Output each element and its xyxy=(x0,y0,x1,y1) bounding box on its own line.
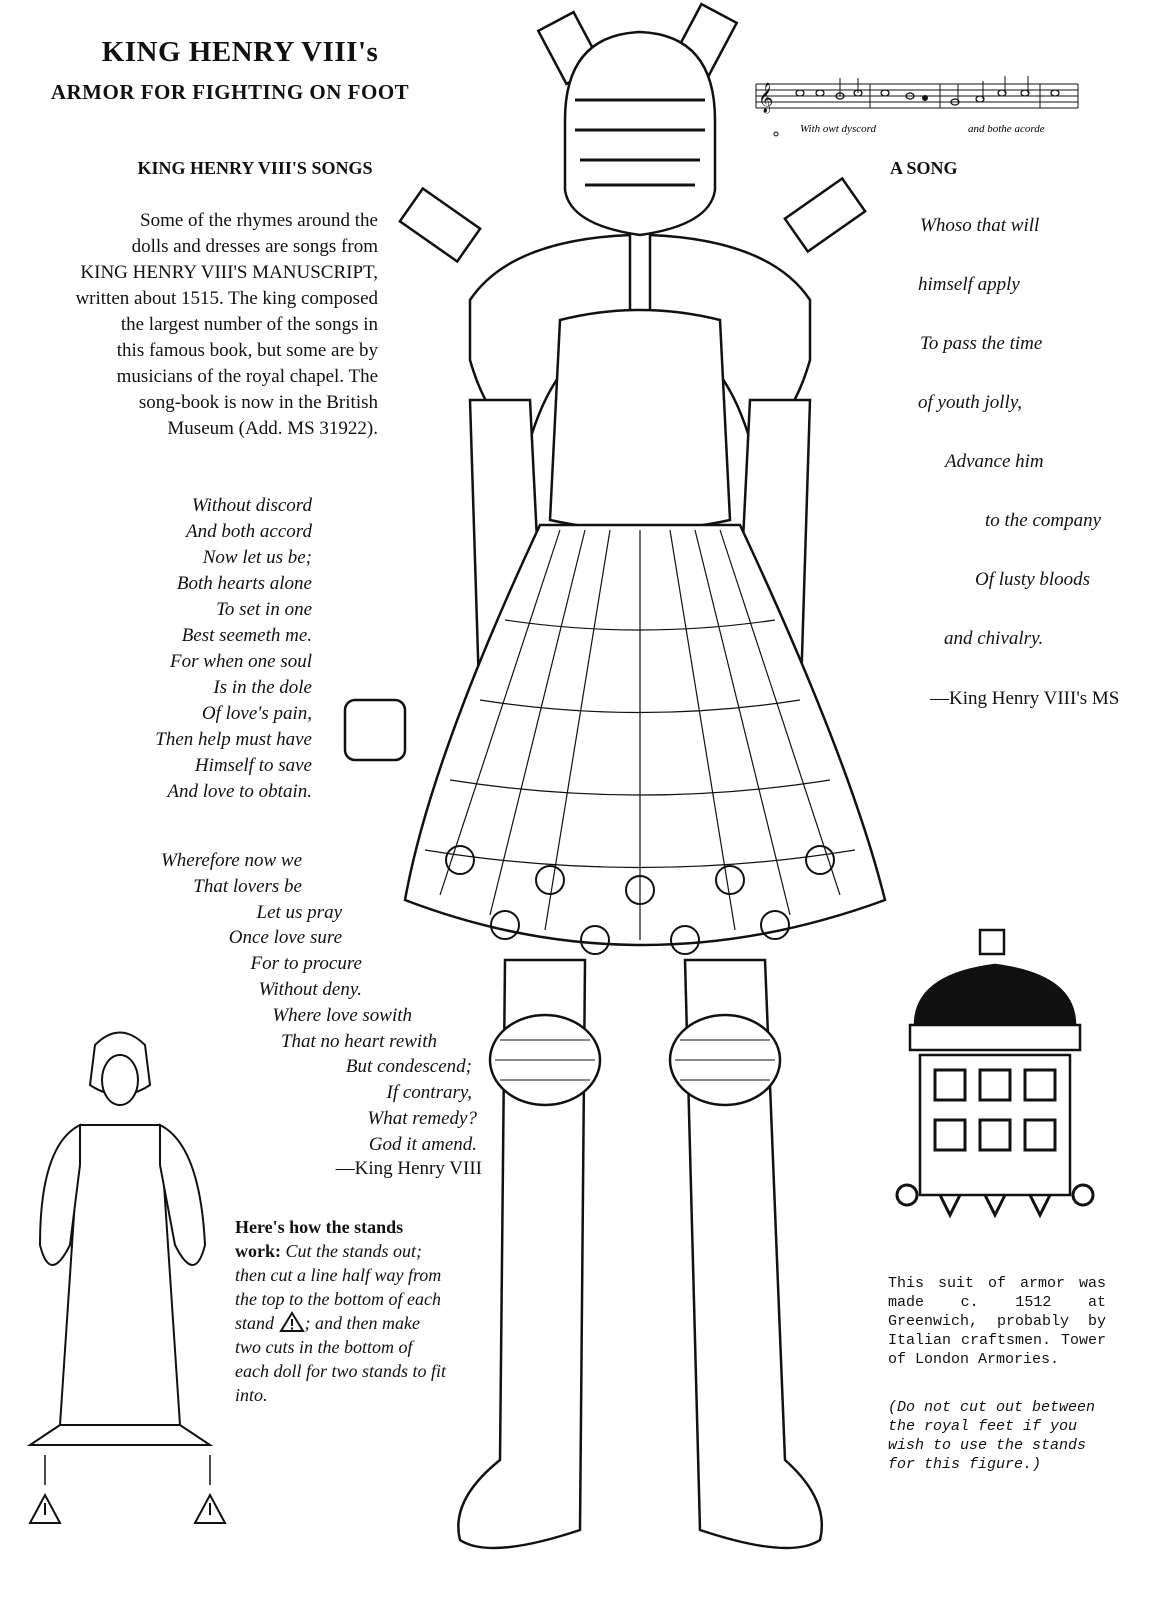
armor-note: This suit of armor was made c. 1512 at Greenwich, probably by Italian craftsmen. Tower of London Armories. xyxy=(888,1275,1106,1368)
song-line: of youth jolly, xyxy=(918,392,1022,413)
poem-line: Where love sowith xyxy=(272,1004,412,1026)
poem-line: For when one soul xyxy=(170,651,312,672)
poem-line: Once love sure xyxy=(228,927,342,949)
svg-text:𝄞: 𝄞 xyxy=(758,83,774,112)
stands-lead: Here's how the stands work: xyxy=(235,1217,404,1261)
poem-line: But condescend; xyxy=(345,1056,472,1078)
a-song-heading: A SONG xyxy=(890,158,958,178)
armor-figure-illustration xyxy=(330,0,950,1600)
stand-triangle-right xyxy=(195,1495,225,1523)
crown-portcullis-emblem xyxy=(885,925,1110,1225)
intro-line: dolls and dresses are songs from xyxy=(131,236,378,257)
stands-text: Cut the stands out; then cut a line half way from the top to the bottom of each stand xyxy=(235,1241,442,1333)
poem-line: Is in the dole xyxy=(213,677,312,698)
intro-line: the largest number of the songs in xyxy=(120,314,378,335)
intro-line: this famous book, but some are by xyxy=(116,340,378,361)
poem-line: Wherefore now we xyxy=(160,850,302,871)
poem-line: Best seemeth me. xyxy=(181,625,312,646)
song-line: To pass the time xyxy=(920,333,1043,354)
woman-doll-illustration xyxy=(10,1025,240,1555)
warning-triangle-icon xyxy=(279,1311,305,1333)
poem-line: If contrary, xyxy=(386,1082,472,1104)
intro-line: KING HENRY VIII'S MANUSCRIPT, xyxy=(80,262,378,283)
songs-heading: KING HENRY VIII'S SONGS xyxy=(137,158,373,178)
poem-without-discord xyxy=(100,493,312,805)
page-subtitle: ARMOR FOR FIGHTING ON FOOT xyxy=(50,80,410,104)
poem-line: Let us pray xyxy=(256,901,342,923)
song-line: and chivalry. xyxy=(944,628,1044,649)
song-line: Of lusty bloods xyxy=(975,569,1091,590)
intro-line: musicians of the royal chapel. The xyxy=(116,366,378,387)
poem-attribution: —King Henry VIII xyxy=(335,1158,482,1179)
stands-text-end: ; and then make two cuts in the bottom of each doll for two stands to fit into. xyxy=(235,1313,447,1405)
poem-line: Both hearts alone xyxy=(176,573,312,594)
poem-line: Without deny. xyxy=(258,978,362,1000)
song-line: to the company xyxy=(985,510,1102,531)
poem-line: That lovers be xyxy=(193,875,302,897)
poem-line: Without discord xyxy=(191,495,312,516)
intro-line: written about 1515. The king composed xyxy=(75,288,378,309)
poem-line: And both accord xyxy=(186,521,312,542)
poem-line: Now let us be; xyxy=(202,547,312,568)
songs-intro xyxy=(0,208,378,442)
poem-line: For to procure xyxy=(250,953,362,975)
song-line: himself apply xyxy=(918,274,1020,295)
page-title: KING HENRY VIII's xyxy=(101,36,379,68)
song-attribution: —King Henry VIII's MS xyxy=(930,688,1120,709)
song-line: Whoso that will xyxy=(920,215,1040,236)
poem-line: To set in one xyxy=(216,599,312,620)
song-line: Advance him xyxy=(945,451,1044,472)
poem-line: Of love's pain, xyxy=(201,703,312,724)
poem-line: Himself to save xyxy=(194,755,312,776)
poem-line: God it amend. xyxy=(368,1133,477,1155)
poem-line: And love to obtain. xyxy=(167,781,312,802)
intro-line: song-book is now in the British xyxy=(138,392,378,413)
poem-line: What remedy? xyxy=(367,1107,477,1129)
intro-line: Museum (Add. MS 31922). xyxy=(167,418,378,439)
music-lyric-left: With owt dyscord xyxy=(800,123,876,135)
poem-line: That no heart rewith xyxy=(280,1030,437,1052)
poem-line: Then help must have xyxy=(155,729,312,750)
intro-line: Some of the rhymes around the xyxy=(140,210,378,231)
music-lyric-right: and bothe acorde xyxy=(968,123,1045,135)
cut-note: (Do not cut out between the royal feet if you wish to use the stands for this figure.) xyxy=(888,1399,1096,1473)
stand-triangle-left xyxy=(30,1495,60,1523)
